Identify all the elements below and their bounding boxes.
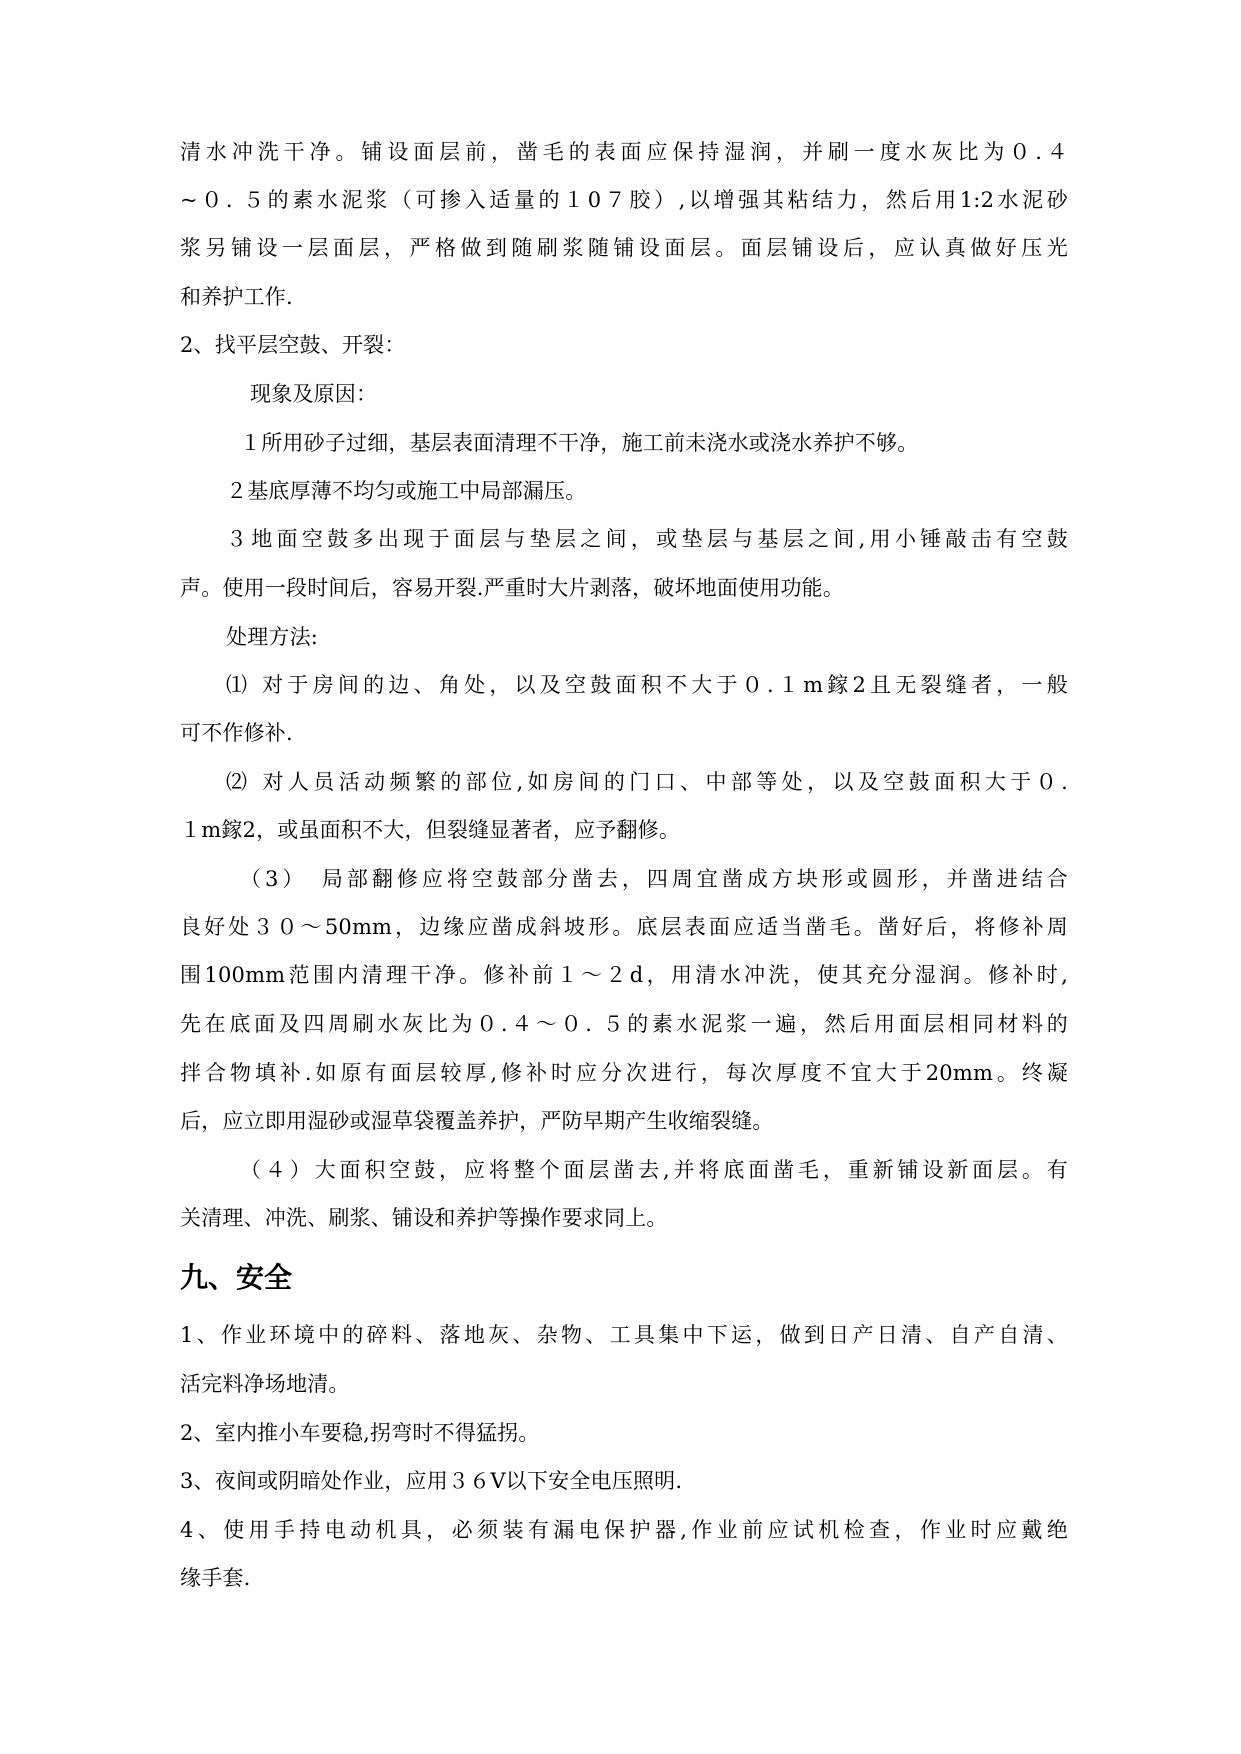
safety-heading: 九、安全	[180, 1261, 293, 1294]
method-item-cont: 先在底面及四周刷水灰比为０.４～０. ５的素水泥浆一遍，然后用面层相同材料的	[180, 1012, 1068, 1036]
paragraph-line: ~０. ５的素水泥浆（可掺入适量的１0７胶）,以增强其粘结力，然后用1:2水泥砂	[180, 188, 1068, 212]
safety-item: 4、使用手持电动机具，必须装有漏电保护器,作业前应试机检查，作业时应戴绝	[180, 1518, 1068, 1542]
paragraph-line: 和养护工作.	[180, 285, 293, 309]
safety-item-cont: 缘手套.	[180, 1566, 251, 1590]
method-item: （3） 局部翻修应将空鼓部分凿去，四周宜凿成方块形或圆形，并凿进结合	[240, 867, 1068, 891]
method-item: （４）大面积空鼓，应将整个面层凿去,并将底面凿毛，重新铺设新面层。有	[240, 1158, 1068, 1182]
phenomenon-label: 现象及原因：	[250, 382, 378, 406]
method-item-cont: 良好处３０～50mm，边缘应凿成斜坡形。底层表面应适当凿毛。凿好后，将修补周	[180, 915, 1068, 939]
safety-item: 2、室内推小车要稳,拐弯时不得猛拐。	[180, 1421, 540, 1445]
method-item-cont: 后，应立即用湿砂或湿草袋覆盖养护，严防早期产生收缩裂缝。	[180, 1109, 774, 1133]
cause-item-cont: 声。使用一段时间后，容易开裂.严重时大片剥落，破坏地面使用功能。	[180, 576, 845, 600]
cause-item: １所用砂子过细，基层表面清理不干净，施工前未浇水或浇水养护不够。	[240, 431, 919, 455]
method-item-cont: 拌合物填补.如原有面层较厚,修补时应分次进行，每次厚度不宜大于20mm。终凝	[180, 1061, 1068, 1085]
safety-item-cont: 活完料净场地清。	[180, 1372, 350, 1396]
safety-item: 3、夜间或阴暗处作业，应用３６V以下安全电压照明.	[180, 1469, 683, 1493]
method-item: ⑴ 对于房间的边、角处，以及空鼓面积不大于０.１m鎵2且无裂缝者，一般	[226, 673, 1068, 697]
cause-item: ２基底厚薄不均匀或施工中局部漏压。	[226, 479, 587, 503]
method-item-cont: 可不作修补.	[180, 721, 293, 745]
method-item-cont: １m鎵2，或虽面积不大，但裂缝显著者，应予翻修。	[180, 818, 681, 842]
cause-item: ３地面空鼓多出现于面层与垫层之间，或垫层与基层之间,用小锤敲击有空鼓	[226, 527, 1068, 551]
paragraph-line: 清水冲洗干净。铺设面层前，凿毛的表面应保持湿润，并刷一度水灰比为０.４	[180, 140, 1068, 164]
method-item-cont: 关清理、冲洗、刷浆、铺设和养护等操作要求同上。	[180, 1206, 668, 1230]
section-title: 2、找平层空鼓、开裂：	[180, 333, 406, 357]
method-label: 处理方法:	[226, 625, 319, 649]
method-item: ⑵ 对人员活动频繁的部位,如房间的门口、中部等处，以及空鼓面积大于０.	[226, 770, 1068, 794]
safety-item: 1、作业环境中的碎料、落地灰、杂物、工具集中下运，做到日产日清、自产自清、	[180, 1323, 1068, 1347]
paragraph-line: 浆另铺设一层面层，严格做到随刷浆随铺设面层。面层铺设后，应认真做好压光	[180, 236, 1068, 260]
method-item-cont: 围100mm范围内清理干净。修补前１～２d，用清水冲洗，使其充分湿润。修补时,	[180, 963, 1068, 987]
